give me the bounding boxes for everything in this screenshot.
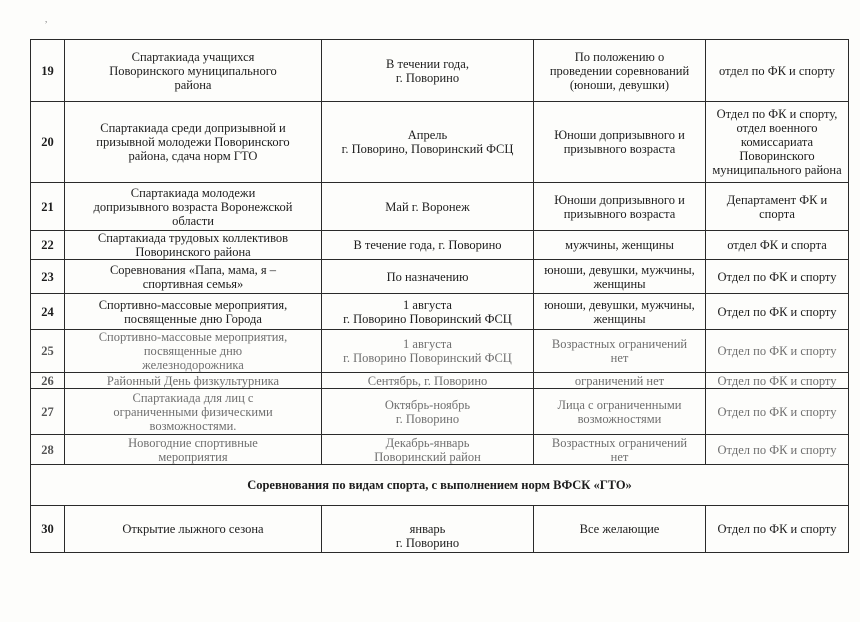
table-row xyxy=(31,231,849,260)
section-row xyxy=(31,465,849,506)
table-row xyxy=(31,260,849,294)
cell-line: посвященные дню xyxy=(143,344,243,358)
date-cell xyxy=(322,294,534,330)
responsible-cell xyxy=(706,102,849,183)
cell-line: Отдел по ФК и спорту xyxy=(717,269,837,284)
date-cell xyxy=(322,183,534,231)
cell-line: По назначению xyxy=(386,269,469,284)
date-cell xyxy=(322,373,534,389)
row-number: 30 xyxy=(31,506,65,553)
cell-line: Соревнования «Папа, мама, я – xyxy=(109,262,277,277)
date-cell xyxy=(322,231,534,260)
cell-line: В течение года, г. Поворино xyxy=(353,238,502,252)
row-number: 25 xyxy=(31,330,65,373)
cell-line: района xyxy=(174,77,212,92)
cell-line: Спортивно-массовые мероприятия, xyxy=(98,330,288,344)
cell-line: ограниченными физическими xyxy=(113,404,273,419)
cell-line: г. Поворино xyxy=(395,411,460,426)
participants-cell xyxy=(534,506,706,553)
responsible-cell xyxy=(706,389,849,435)
participants-cell xyxy=(534,294,706,330)
responsible-cell xyxy=(706,435,849,465)
cell-line: В течении года, xyxy=(386,56,469,71)
cell-line: Спартакиада молодежи xyxy=(130,185,256,200)
cell-line: Спартакиада среди допризывной и xyxy=(100,121,286,135)
event-cell xyxy=(65,260,322,294)
event-cell xyxy=(65,183,322,231)
event-cell xyxy=(65,102,322,183)
cell-line: Департамент ФК и спорта xyxy=(726,192,828,221)
cell-line: г. Поворино Поворинский ФСЦ xyxy=(343,311,512,326)
cell-line: г. Поворино xyxy=(395,70,460,85)
cell-line: женщины xyxy=(593,311,646,326)
cell-line: Лица с ограниченными xyxy=(557,397,682,412)
cell-line: возможностями xyxy=(577,411,662,426)
cell-line: Юноши допризывного и xyxy=(554,192,685,207)
cell-line: Спартакиада для лиц с xyxy=(132,390,254,405)
cell-line: Районный День физкультурника xyxy=(106,373,280,388)
cell-line: Отдел по ФК и спорту xyxy=(717,344,837,358)
cell-line: призывной молодежи Поворинского xyxy=(96,135,290,149)
participants-cell xyxy=(534,389,706,435)
cell-line: отдел военного xyxy=(736,121,818,135)
participants-cell xyxy=(534,40,706,102)
date-cell xyxy=(322,102,534,183)
event-cell xyxy=(65,506,322,553)
cell-line: отдел по ФК и спорту xyxy=(719,63,835,78)
section-heading: Соревнования по видам спорта, с выполнением норм ВФСК «ГТО» xyxy=(31,465,849,506)
table-row xyxy=(31,506,849,553)
events-table xyxy=(30,39,849,553)
table-row xyxy=(31,183,849,231)
date-cell xyxy=(322,435,534,465)
cell-line: Поворинского муниципального xyxy=(109,63,277,78)
responsible-cell xyxy=(706,231,849,260)
cell-line: железнодорожника xyxy=(142,358,244,372)
participants-cell xyxy=(534,183,706,231)
cell-line: области xyxy=(172,213,214,228)
table-row xyxy=(31,373,849,389)
responsible-cell xyxy=(706,506,849,553)
date-cell xyxy=(322,506,534,553)
cell-line: Спортивно-массовые мероприятия, xyxy=(98,297,288,312)
table-row xyxy=(31,40,849,102)
row-number: 22 xyxy=(31,231,65,260)
responsible-cell xyxy=(706,40,849,102)
date-cell xyxy=(322,389,534,435)
cell-line: нет xyxy=(610,449,629,464)
scan-speck: , xyxy=(45,14,48,24)
cell-line: юноши, девушки, мужчины, xyxy=(544,262,695,277)
participants-cell xyxy=(534,102,706,183)
cell-line: г. Поворино, Поворинский ФСЦ xyxy=(341,142,514,156)
cell-line: г. Поворино Поворинский ФСЦ xyxy=(343,351,512,365)
date-cell xyxy=(322,40,534,102)
cell-line: По положению о xyxy=(574,49,665,64)
participants-cell xyxy=(534,260,706,294)
participants-cell xyxy=(534,435,706,465)
cell-line: нет xyxy=(610,351,629,365)
cell-line: призывного возраста xyxy=(563,206,676,221)
cell-line: ограничений нет xyxy=(574,373,665,388)
responsible-cell xyxy=(706,373,849,389)
cell-line: женщины xyxy=(593,276,646,291)
event-cell xyxy=(65,330,322,373)
table-row xyxy=(31,389,849,435)
cell-line: Октябрь-ноябрь xyxy=(384,397,471,412)
cell-line: района, сдача норм ГТО xyxy=(128,149,258,163)
table-row xyxy=(31,102,849,183)
participants-cell xyxy=(534,373,706,389)
cell-line: Отдел по ФК и спорту xyxy=(717,373,837,388)
cell-line: 1 августа xyxy=(403,337,452,351)
row-number: 24 xyxy=(31,294,65,330)
event-cell xyxy=(65,373,322,389)
cell-line: Поворинского района xyxy=(135,245,251,259)
cell-line: 1 августа xyxy=(403,297,452,312)
cell-line: допризывного возраста Воронежской xyxy=(93,199,293,214)
cell-line: посвященные дню Города xyxy=(124,311,262,326)
responsible-cell xyxy=(706,294,849,330)
cell-line: проведении соревнований xyxy=(549,63,690,78)
cell-line: Поворинский район xyxy=(374,449,481,464)
event-cell xyxy=(65,231,322,260)
cell-line: Спартакиада учащихся xyxy=(131,49,255,64)
cell-line: Отдел по ФК и спорту, xyxy=(716,107,838,121)
row-number: 21 xyxy=(31,183,65,231)
cell-line: январь xyxy=(409,522,446,536)
cell-line: Возрастных ограничений xyxy=(551,337,688,351)
cell-line: возможностями. xyxy=(149,418,237,433)
row-number: 26 xyxy=(31,373,65,389)
cell-line: Юноши допризывного и xyxy=(554,128,685,142)
event-cell xyxy=(65,389,322,435)
cell-line: Отдел по ФК и спорту xyxy=(717,404,837,419)
event-cell xyxy=(65,294,322,330)
cell-line: мероприятия xyxy=(158,449,228,464)
cell-line: Отдел по ФК и спорту xyxy=(717,522,837,536)
cell-line: Декабрь-январь xyxy=(385,435,470,450)
cell-line: Отдел по ФК и спорту xyxy=(717,442,837,457)
cell-line: г. Поворино xyxy=(395,536,460,550)
cell-line: Возрастных ограничений xyxy=(551,435,688,450)
table-row xyxy=(31,435,849,465)
cell-line: отдел ФК и спорта xyxy=(727,238,827,252)
cell-line: Апрель xyxy=(407,128,448,142)
cell-line: комиссариата Поворинского xyxy=(739,135,815,163)
date-cell xyxy=(322,330,534,373)
row-number: 20 xyxy=(31,102,65,183)
row-number: 23 xyxy=(31,260,65,294)
cell-line: Открытие лыжного сезона xyxy=(122,522,264,536)
row-number: 27 xyxy=(31,389,65,435)
cell-line: Все желающие xyxy=(579,522,660,536)
participants-cell xyxy=(534,330,706,373)
event-cell xyxy=(65,40,322,102)
cell-line: Май г. Воронеж xyxy=(385,199,470,214)
responsible-cell xyxy=(706,183,849,231)
date-cell xyxy=(322,260,534,294)
cell-line: Спартакиада трудовых коллективов xyxy=(97,231,289,245)
responsible-cell xyxy=(706,330,849,373)
cell-line: призывного возраста xyxy=(563,142,676,156)
cell-line: (юноши, девушки) xyxy=(569,77,670,92)
cell-line: муниципального района xyxy=(712,163,842,177)
table-row xyxy=(31,330,849,373)
cell-line: спортивная семья» xyxy=(142,276,244,291)
row-number: 28 xyxy=(31,435,65,465)
cell-line: мужчины, женщины xyxy=(565,238,674,252)
cell-line: юноши, девушки, мужчины, xyxy=(544,297,695,312)
table-row xyxy=(31,294,849,330)
cell-line: Новогодние спортивные xyxy=(128,435,258,450)
responsible-cell xyxy=(706,260,849,294)
row-number: 19 xyxy=(31,40,65,102)
event-cell xyxy=(65,435,322,465)
participants-cell xyxy=(534,231,706,260)
cell-line: Отдел по ФК и спорту xyxy=(717,304,837,319)
cell-line: Сентябрь, г. Поворино xyxy=(367,373,488,388)
